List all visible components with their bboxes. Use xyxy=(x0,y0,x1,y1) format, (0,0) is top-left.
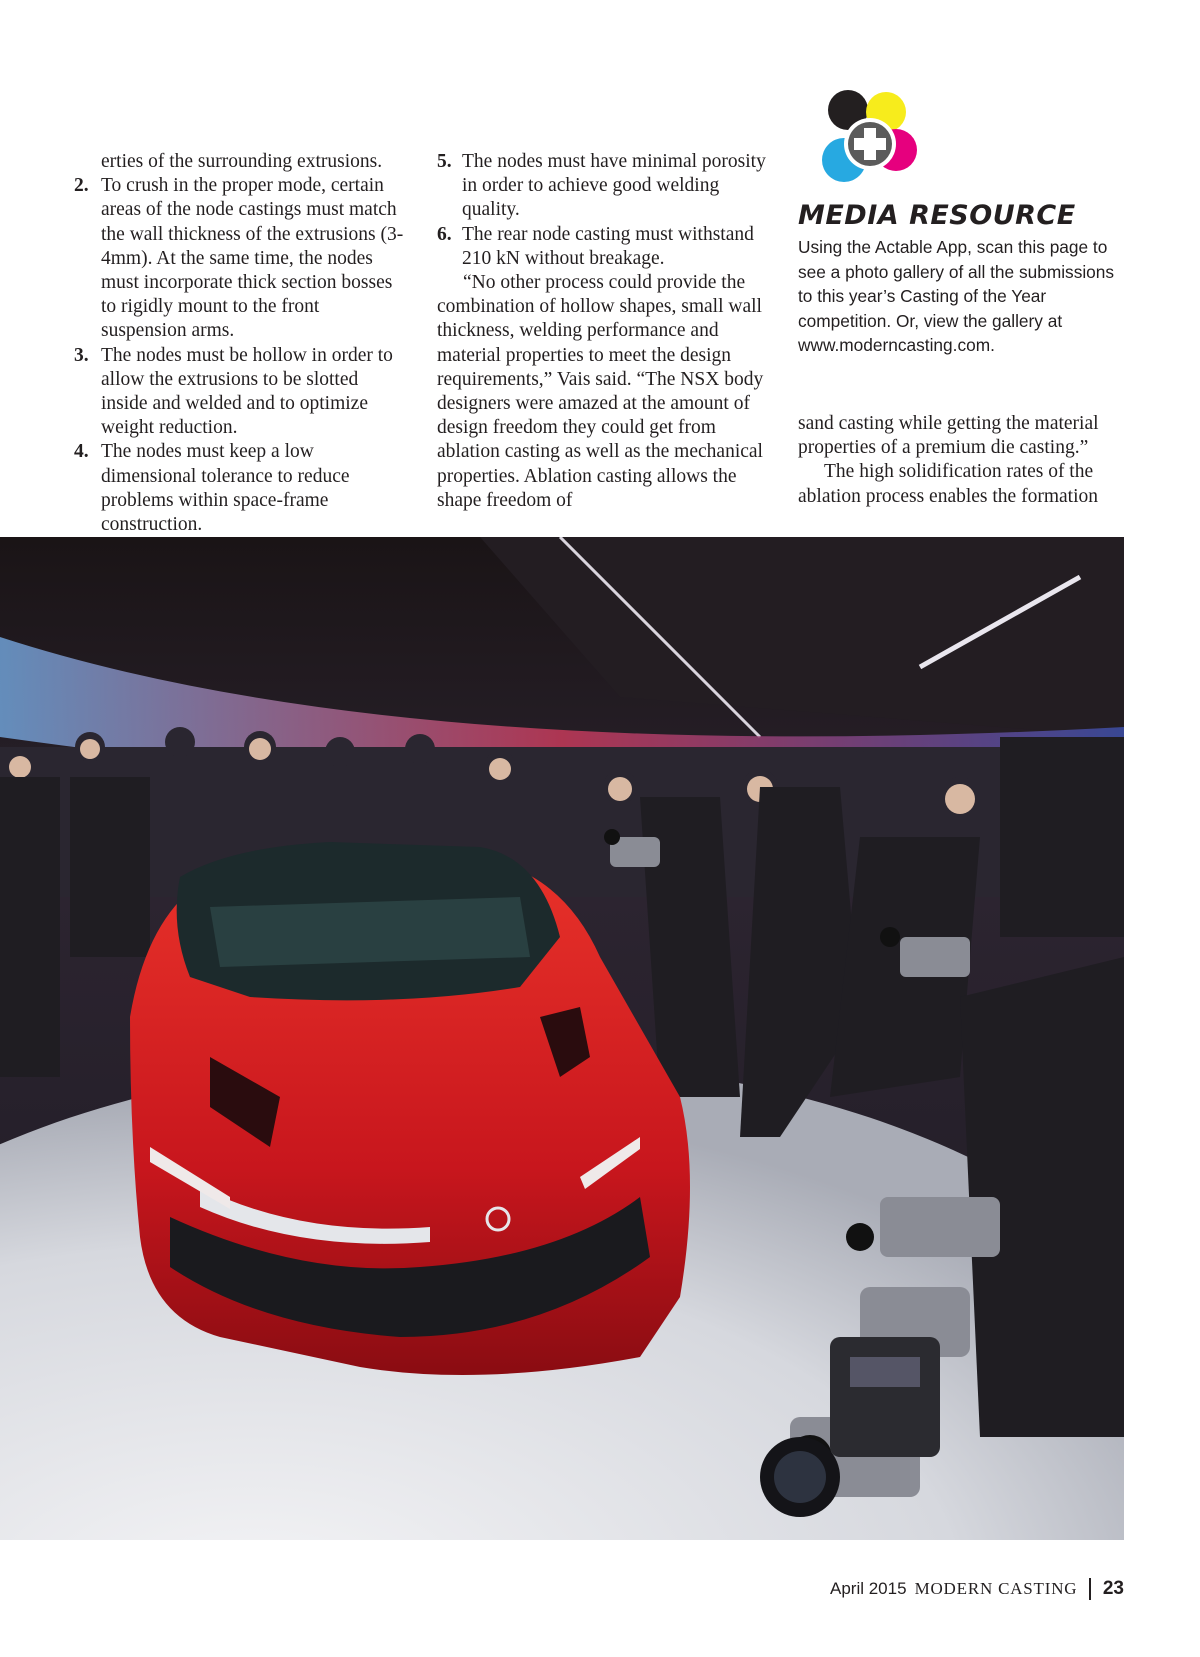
list-item xyxy=(70,440,405,537)
list-item xyxy=(437,150,769,223)
body-paragraph: The high solidification rates of the ablation process enables the formation xyxy=(798,461,1098,507)
actable-app-icon xyxy=(808,88,920,200)
list-text: The nodes must be hollow in order to allow the extrusions to be slotted inside and welded and to optimize weight reduction. xyxy=(101,344,393,439)
body-paragraph: sand casting while getting the material properties of a premium die casting.” xyxy=(798,413,1099,459)
list-number: 4. xyxy=(74,441,89,463)
list-number: 3. xyxy=(74,344,89,366)
list-number: 2. xyxy=(74,175,89,197)
page-number: 23 xyxy=(1102,1578,1124,1599)
issue-date: April 2015 xyxy=(830,1579,907,1598)
text-column-2 xyxy=(437,150,769,513)
text-column-1 xyxy=(70,150,405,537)
continuation-text: erties of the surrounding extrusions. xyxy=(101,151,383,172)
text-column-3 xyxy=(798,412,1128,509)
list-item xyxy=(70,344,405,441)
list-item xyxy=(70,174,405,343)
list-text: The nodes must keep a low dimensional tolerance to reduce problems within space-frame construction. xyxy=(101,441,350,536)
magazine-name: MODERN CASTING xyxy=(914,1579,1078,1598)
page-footer xyxy=(830,1578,1124,1600)
media-resource-text: Using the Actable App, scan this page to see a photo gallery of all the submissions to this year’s Casting of the Year competition. Or, view the gallery at www.moderncasting.com. xyxy=(798,237,1115,355)
list-item xyxy=(437,223,769,271)
list-text: The nodes must have minimal porosity in order to achieve good welding quality. xyxy=(462,151,766,221)
list-number: 6. xyxy=(437,223,452,245)
list-text: The rear node casting must withstand 210 kN without breakage. xyxy=(462,223,754,269)
car-unveiling-photo xyxy=(0,537,1124,1540)
list-number: 5. xyxy=(437,151,452,172)
media-resource-title: MEDIA RESOURCE xyxy=(798,200,1076,231)
body-paragraph: “No other process could provide the combination of hollow shapes, small wall thickness, welding performance and material properties to meet the design requirements,” Vais said. “The NSX body designers were amazed at the amount of design freedom they could get from ablation casting as well as the mechanical properties. Ablation casting allows the shape freedom of xyxy=(437,272,764,511)
list-text: To crush in the proper mode, certain areas of the node castings must match the wall thickness of the extrusions (3-4mm). At the same time, the nodes must incorporate thick section bosses to rigidly mount to the front suspension arms. xyxy=(101,175,404,342)
footer-divider xyxy=(1089,1578,1091,1600)
